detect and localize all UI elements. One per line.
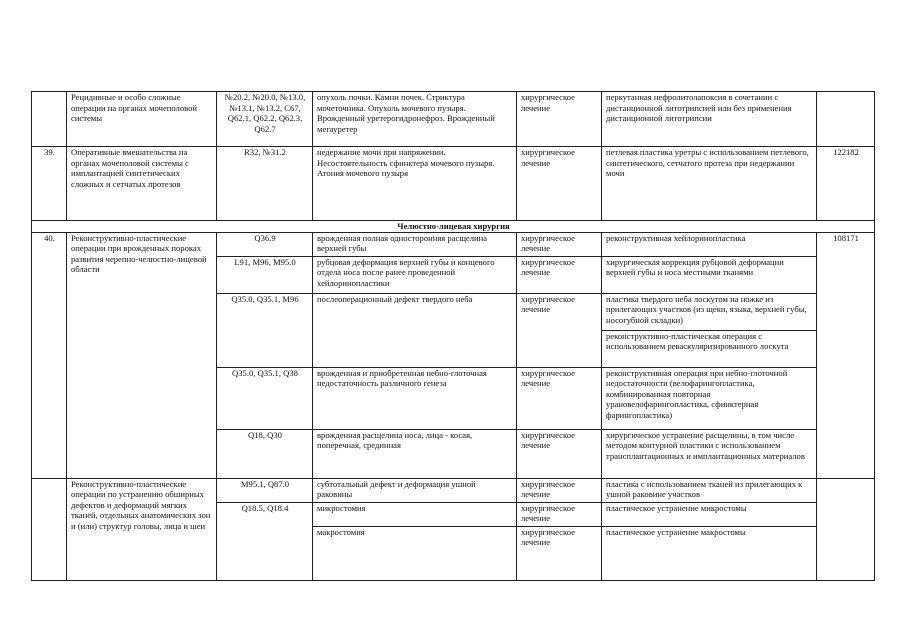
diagnosis-cell: врожденная и приобретенная небно-глоточная недостаточность различного генеза [313, 367, 517, 429]
table-row [32, 92, 875, 147]
row-number-cell [32, 478, 67, 580]
icd-codes-cell: Q35.0, Q35.1, M96 [217, 293, 313, 367]
row-number-cell [32, 92, 67, 147]
quota-cell [817, 478, 875, 580]
quota-cell: 108171 [817, 232, 875, 478]
diagnosis-cell: опухоль почки. Камни почек. Стриктура мочеточника. Опухоль мочевого пузыря. Врожденный уретерогидронефроз. Врожденный мегауретер [313, 92, 517, 147]
icd-codes-cell: R32, №31.2 [217, 147, 313, 221]
diagnosis-cell: субтотальный дефект и деформация ушной раковины [313, 478, 517, 502]
diagnosis-cell: микростомия [313, 502, 517, 526]
method-cell: перкутанная нефролитолапоксия в сочетании с дистанционной литотрипсией или без применения дистанционной литотрипсии [602, 92, 817, 147]
diagnosis-cell: врожденная расщелина носа, лица - косая, поперечная, срединная [313, 429, 517, 478]
diagnosis-cell: макростомия [313, 526, 517, 580]
method-cell: реконструктивно-пластическая операция с использованием реваскуляризированного лоскута [602, 330, 817, 367]
treatment-type-cell: хирургическое лечение [517, 147, 602, 221]
row-number-cell: 40. [32, 232, 67, 478]
treatment-type-cell: хирургическое лечение [517, 478, 602, 502]
treatment-type-cell: хирургическое лечение [517, 256, 602, 293]
medical-care-table [31, 91, 875, 581]
method-cell: хирургическое устранение расщелины, в том числе методом контурной пластики с использованием трансплантационных и имплантационных материалов [602, 429, 817, 478]
care-type-cell: Реконструктивно-пластические операции по устранению обширных дефектов и деформаций мягких тканей, отдельных анатомических зон и (или) структур головы, лица и шеи [67, 478, 217, 580]
icd-codes-cell: Q18, Q30 [217, 429, 313, 478]
table-row [32, 478, 875, 502]
treatment-type-cell: хирургическое лечение [517, 367, 602, 429]
treatment-type-cell: хирургическое лечение [517, 429, 602, 478]
treatment-type-cell: хирургическое лечение [517, 293, 602, 367]
method-cell: пластика твердого неба лоскутом на ножке из прилегающих участков (из щеки, языка, верхней губы, носогубной складки) [602, 293, 817, 330]
care-type-cell: Рецидивные и особо сложные операции на органах мочеполовой системы [67, 92, 217, 147]
icd-codes-cell: Q36.9 [217, 232, 313, 256]
method-cell: пластическое устранение макростомы [602, 526, 817, 580]
treatment-type-cell: хирургическое лечение [517, 526, 602, 580]
table-row [32, 232, 875, 256]
diagnosis-cell: послеоперационный дефект твердого неба [313, 293, 517, 367]
row-number-cell: 39. [32, 147, 67, 221]
icd-codes-cell: L91, M96, M95.0 [217, 256, 313, 293]
treatment-type-cell: хирургическое лечение [517, 92, 602, 147]
care-type-cell: Реконструктивно-пластические операции при врожденных пороках развития черепно-челюстно-лицевой области [67, 232, 217, 478]
method-cell: пластическое устранение микростомы [602, 502, 817, 526]
icd-codes-cell: №20.2, №20.0, №13.0, №13.1, №13.2, С67, Q62.1, Q62.2, Q62.3, Q62.7 [217, 92, 313, 147]
icd-codes-cell: Q18.5, Q18.4 [217, 502, 313, 580]
diagnosis-cell: врожденная полная односторонняя расщелина верхней губы [313, 232, 517, 256]
method-cell: пластика с использованием тканей из прилегающих к ушной раковине участков [602, 478, 817, 502]
care-type-cell: Оперативные вмешательства на органах мочеполовой системы с имплантацией синтетических сложных и сетчатых протезов [67, 147, 217, 221]
diagnosis-cell: рубцовая деформация верхней губы и концевого отдела носа после ранее проведенной хейлоринопластики [313, 256, 517, 293]
treatment-type-cell: хирургическое лечение [517, 502, 602, 526]
section-row [32, 221, 875, 233]
diagnosis-cell: недержание мочи при напряжении. Несостоятельность сфинктера мочевого пузыря. Атония мочевого пузыря [313, 147, 517, 221]
treatment-type-cell: хирургическое лечение [517, 232, 602, 256]
icd-codes-cell: Q35.0, Q35.1, Q38 [217, 367, 313, 429]
method-cell: петлевая пластика уретры с использованием петлевого, синтетического, сетчатого протеза при недержании мочи [602, 147, 817, 221]
method-cell: реконструктивная операция при небно-глоточной недостаточности (велофарингопластика, комбинированная повторная урановелофарингопластика, сфинктерная фарингопластика) [602, 367, 817, 429]
quota-cell: 122182 [817, 147, 875, 221]
icd-codes-cell: M95.1, Q87.0 [217, 478, 313, 502]
method-cell: хирургическая коррекция рубцовой деформации верхней губы и носа местными тканями [602, 256, 817, 293]
section-title: Челюстно-лицевая хирургия [32, 221, 875, 233]
method-cell: реконструктивная хейлоринопластика [602, 232, 817, 256]
quota-cell [817, 92, 875, 147]
table-row [32, 147, 875, 221]
